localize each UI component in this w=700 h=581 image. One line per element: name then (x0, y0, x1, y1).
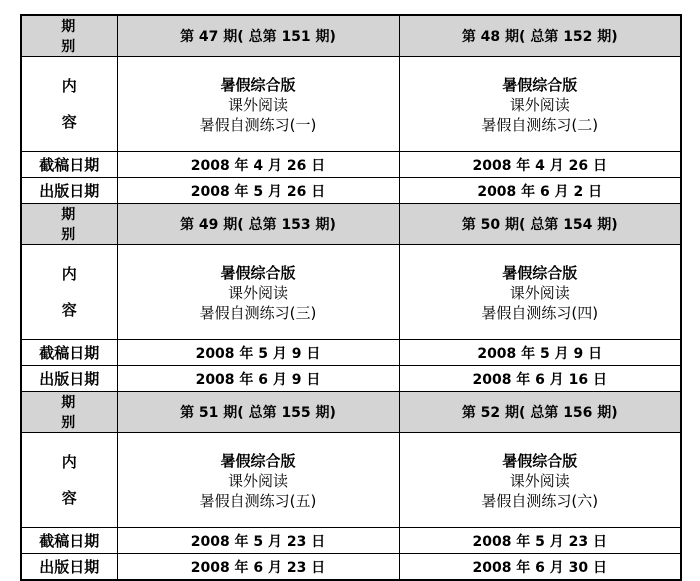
publish-label: 出版日期 (21, 366, 117, 392)
content-label-1: 内 (61, 77, 77, 95)
content-line: 暑假自测练习(三) (199, 303, 317, 322)
period-label: 期 别 (21, 392, 117, 433)
deadline-label: 截稿日期 (21, 340, 117, 366)
publish-row (21, 366, 681, 392)
publish-date: 2008 年 6 月 9 日 (117, 366, 399, 392)
issue-content (117, 433, 399, 528)
publish-date: 2008 年 5 月 26 日 (117, 178, 399, 204)
period-header-row (21, 15, 681, 57)
content-line: 暑假自测练习(五) (199, 491, 317, 510)
issue-content (399, 245, 681, 340)
deadline-date: 2008 年 4 月 26 日 (117, 152, 399, 178)
content-row (21, 57, 681, 152)
publish-label: 出版日期 (21, 178, 117, 204)
publish-row (21, 178, 681, 204)
content-line: 暑假综合版 (220, 263, 296, 282)
content-label-1: 内 (61, 453, 77, 471)
issue-title: 第 51 期( 总第 155 期) (117, 392, 399, 433)
schedule-table (20, 14, 682, 581)
content-line: 暑假综合版 (220, 75, 296, 94)
publish-date: 2008 年 6 月 23 日 (117, 554, 399, 581)
issue-content (399, 57, 681, 152)
deadline-date: 2008 年 5 月 9 日 (399, 340, 681, 366)
issue-content (117, 245, 399, 340)
content-line: 暑假自测练习(六) (481, 491, 599, 510)
publish-date: 2008 年 6 月 16 日 (399, 366, 681, 392)
deadline-label: 截稿日期 (21, 528, 117, 554)
content-line: 暑假自测练习(四) (481, 303, 599, 322)
period-header-row (21, 392, 681, 433)
issue-title: 第 50 期( 总第 154 期) (399, 204, 681, 245)
issue-content (117, 57, 399, 152)
publish-date: 2008 年 6 月 30 日 (399, 554, 681, 581)
deadline-row (21, 528, 681, 554)
deadline-label: 截稿日期 (21, 152, 117, 178)
period-label: 期 别 (21, 204, 117, 245)
issue-title: 第 47 期( 总第 151 期) (117, 15, 399, 57)
content-line: 暑假综合版 (502, 75, 578, 94)
content-line: 课外阅读 (509, 283, 570, 302)
deadline-row (21, 152, 681, 178)
deadline-row (21, 340, 681, 366)
issue-content (399, 433, 681, 528)
content-line: 暑假自测练习(一) (199, 115, 317, 134)
publish-label: 出版日期 (21, 554, 117, 581)
content-label-1: 内 (61, 265, 77, 283)
content-line: 课外阅读 (227, 283, 288, 302)
publish-row (21, 554, 681, 581)
deadline-date: 2008 年 4 月 26 日 (399, 152, 681, 178)
content-line: 暑假综合版 (220, 451, 296, 470)
deadline-date: 2008 年 5 月 9 日 (117, 340, 399, 366)
content-label (21, 245, 117, 340)
content-label (21, 433, 117, 528)
content-line: 课外阅读 (227, 95, 288, 114)
content-line: 暑假综合版 (502, 263, 578, 282)
content-row (21, 433, 681, 528)
publish-date: 2008 年 6 月 2 日 (399, 178, 681, 204)
content-label (21, 57, 117, 152)
content-line: 课外阅读 (509, 95, 570, 114)
content-row (21, 245, 681, 340)
issue-title: 第 52 期( 总第 156 期) (399, 392, 681, 433)
content-label-2: 容 (61, 301, 77, 319)
content-line: 暑假综合版 (502, 451, 578, 470)
content-line: 课外阅读 (509, 471, 570, 490)
period-label: 期 别 (21, 15, 117, 57)
issue-title: 第 48 期( 总第 152 期) (399, 15, 681, 57)
deadline-date: 2008 年 5 月 23 日 (399, 528, 681, 554)
content-label-2: 容 (61, 489, 77, 507)
deadline-date: 2008 年 5 月 23 日 (117, 528, 399, 554)
issue-title: 第 49 期( 总第 153 期) (117, 204, 399, 245)
period-header-row (21, 204, 681, 245)
content-line: 课外阅读 (227, 471, 288, 490)
content-label-2: 容 (61, 113, 77, 131)
content-line: 暑假自测练习(二) (481, 115, 599, 134)
